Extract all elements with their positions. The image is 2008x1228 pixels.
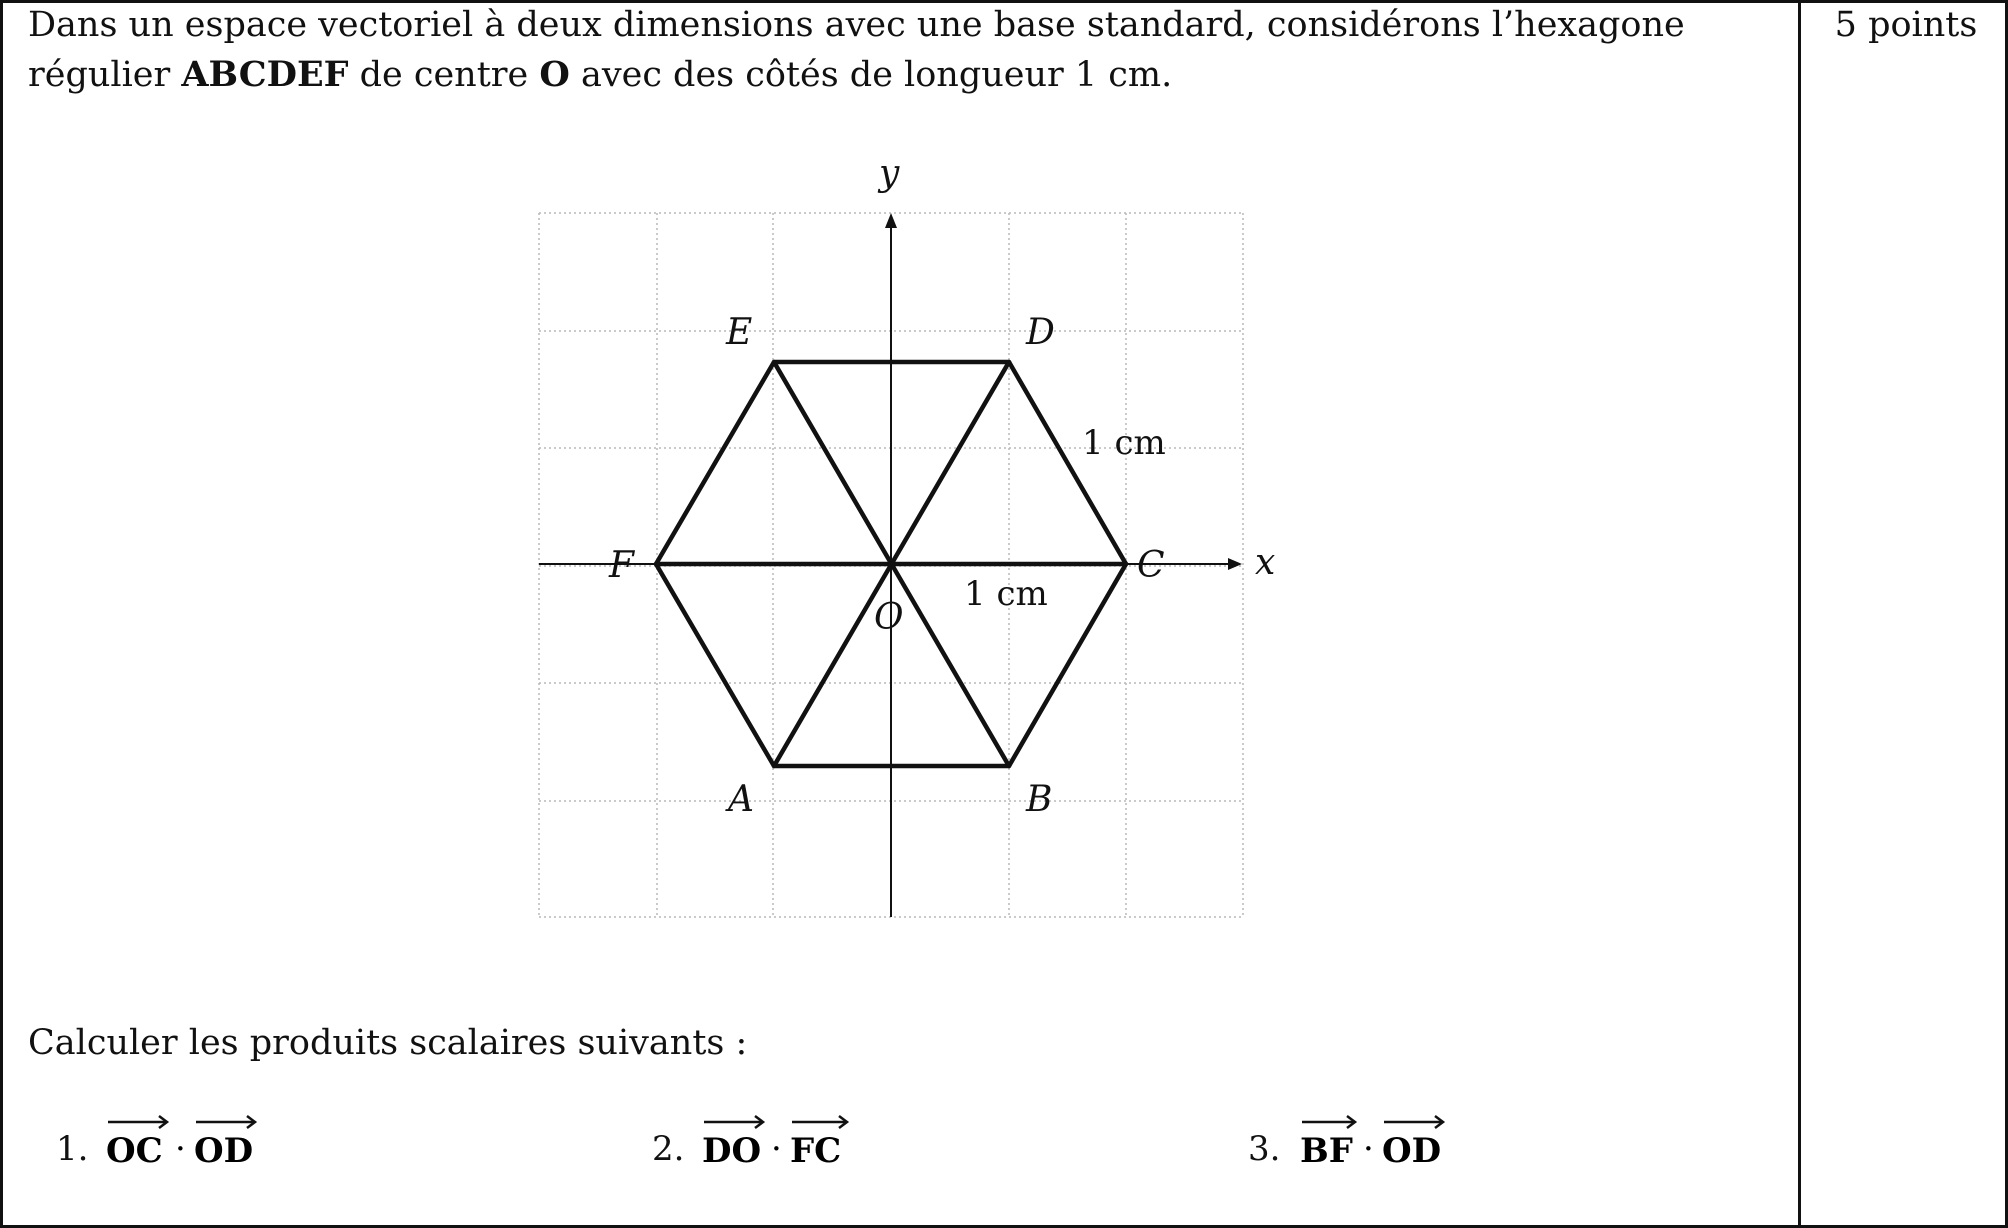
label-F: F bbox=[609, 545, 634, 586]
hexagon-diagram bbox=[520, 150, 1320, 930]
y-axis-label: y bbox=[879, 153, 900, 194]
label-C: C bbox=[1137, 545, 1165, 586]
q3-dot: · bbox=[1363, 1129, 1374, 1169]
q1-left-vector: OC bbox=[106, 1131, 163, 1171]
label-E: E bbox=[726, 312, 753, 353]
intro-line-2e: avec des côtés de longueur 1 cm. bbox=[569, 55, 1173, 95]
question-3-expression bbox=[1298, 1112, 1468, 1174]
task-prompt: Calculer les produits scalaires suivants : bbox=[28, 1023, 748, 1063]
y-axis-arrow-icon bbox=[885, 213, 897, 228]
q2-left-vector: DO bbox=[702, 1131, 762, 1171]
question-3-number: 3. bbox=[1248, 1129, 1281, 1169]
hexagon-name: ABCDEF bbox=[181, 54, 349, 95]
radius-length-label: 1 cm bbox=[964, 574, 1048, 614]
question-2-vectors bbox=[700, 1112, 870, 1174]
intro-line-2c: de centre bbox=[348, 55, 540, 95]
length-labels bbox=[964, 423, 1166, 614]
question-2-expression bbox=[700, 1112, 870, 1174]
q1-dot: · bbox=[175, 1129, 186, 1169]
q2-dot: · bbox=[771, 1129, 782, 1169]
vertex-labels bbox=[608, 153, 1275, 820]
question-2-number: 2. bbox=[652, 1129, 685, 1169]
side-length-label: 1 cm bbox=[1082, 423, 1166, 463]
label-D: D bbox=[1026, 312, 1055, 353]
question-1-expression bbox=[104, 1112, 274, 1174]
label-B: B bbox=[1026, 779, 1053, 820]
x-axis-arrow-icon bbox=[1228, 558, 1242, 570]
q2-right-vector: FC bbox=[790, 1131, 842, 1171]
points-column-divider bbox=[1798, 0, 1801, 1228]
problem-statement bbox=[28, 0, 1776, 100]
label-O: O bbox=[874, 597, 904, 638]
question-1-number: 1. bbox=[56, 1129, 89, 1169]
q3-right-vector: OD bbox=[1382, 1131, 1442, 1171]
points-value: 5 points bbox=[1834, 5, 1978, 45]
q3-left-vector: BF bbox=[1300, 1131, 1353, 1171]
x-axis-label: x bbox=[1255, 542, 1276, 583]
question-1-vectors bbox=[104, 1112, 274, 1174]
center-name: O bbox=[539, 54, 570, 95]
intro-line-2a: régulier bbox=[28, 55, 182, 95]
intro-line-1: Dans un espace vectoriel à deux dimensions avec une base standard, considérons l’hexagone bbox=[28, 5, 1685, 45]
label-A: A bbox=[728, 779, 754, 820]
question-3-vectors bbox=[1298, 1112, 1468, 1174]
q1-right-vector: OD bbox=[194, 1131, 254, 1171]
hexagon-figure bbox=[520, 150, 1320, 930]
